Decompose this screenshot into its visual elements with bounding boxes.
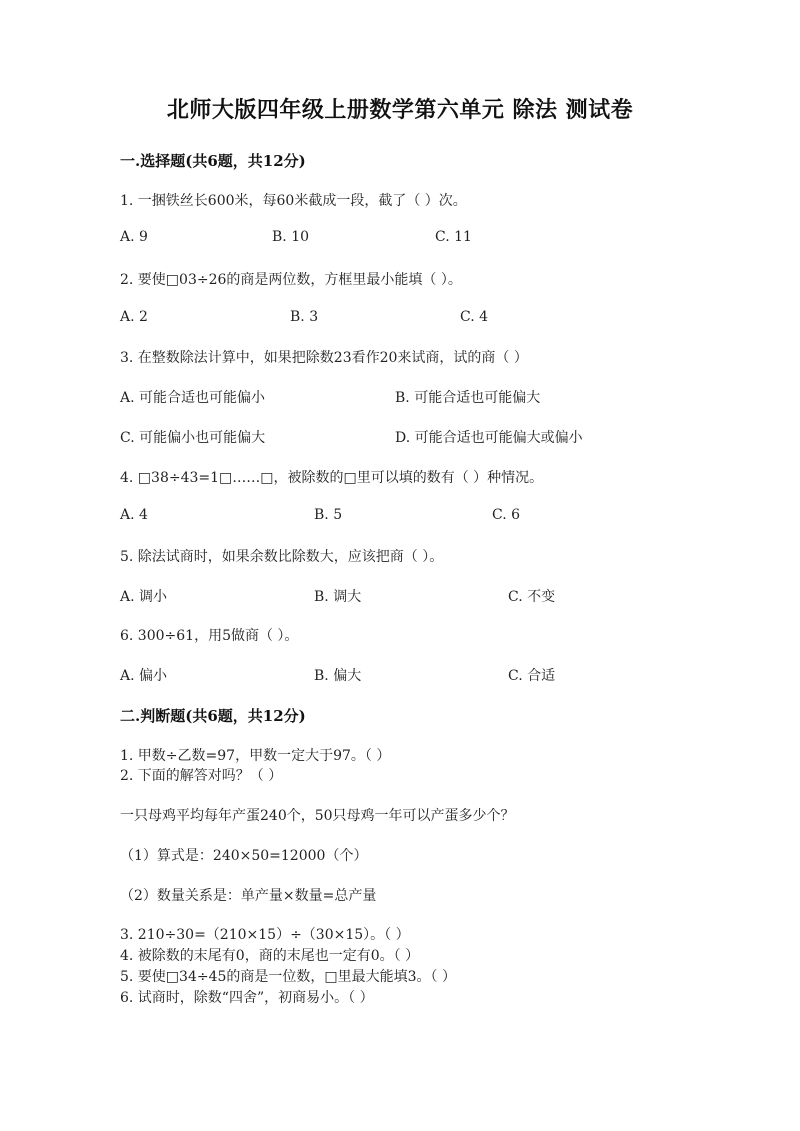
question-1: 1. 一捆铁丝长600米，每60米截成一段，截了（ ）次。 — [120, 193, 467, 209]
judgement-2-part-1: （1）算式是：240×50=12000（个） — [120, 848, 368, 864]
section-heading-judgement: 二.判断题(共6题，共12分) — [120, 707, 306, 725]
option-b: B. 调大 — [314, 589, 362, 605]
option-a: A. 2 — [120, 309, 148, 325]
judgement-2-problem: 一只母鸡平均每年产蛋240个，50只母鸡一年可以产蛋多少个？ — [120, 808, 515, 824]
judgement-2-part-2: （2）数量关系是：单产量×数量=总产量 — [120, 888, 377, 904]
judgement-3: 3. 210÷30=（210×15）÷（30×15）。（ ） — [120, 927, 410, 943]
option-c: C. 不变 — [508, 589, 556, 605]
option-a: A. 偏小 — [120, 668, 168, 684]
option-b: B. 5 — [314, 507, 343, 523]
option-a: A. 调小 — [120, 589, 168, 605]
section-heading-choice: 一.选择题(共6题，共12分) — [120, 152, 306, 170]
option-c: C. 6 — [492, 507, 521, 523]
question-4: 4. □38÷43=1□……□，被除数的□里可以填的数有（ ）种情况。 — [120, 470, 544, 486]
judgement-5: 5. 要使□34÷45的商是一位数，□里最大能填3。（ ） — [120, 969, 456, 985]
question-6: 6. 300÷61，用5做商（ ）。 — [120, 628, 299, 644]
option-b: B. 3 — [290, 309, 319, 325]
question-3: 3. 在整数除法计算中，如果把除数23看作20来试商，试的商（ ） — [120, 350, 528, 366]
option-c: C. 合适 — [508, 668, 556, 684]
option-a: A. 可能合适也可能偏小 — [120, 390, 266, 406]
option-a: A. 4 — [120, 507, 148, 523]
judgement-2: 2. 下面的解答对吗？（ ） — [120, 768, 283, 784]
option-c: C. 11 — [435, 229, 472, 245]
option-d: D. 可能合适也可能偏大或偏小 — [395, 430, 583, 446]
judgement-4: 4. 被除数的末尾有0，商的末尾也一定有0。（ ） — [120, 948, 420, 964]
option-b: B. 可能合适也可能偏大 — [395, 390, 541, 406]
page-title: 北师大版四年级上册数学第六单元 除法 测试卷 — [166, 97, 634, 123]
option-c: C. 可能偏小也可能偏大 — [120, 430, 266, 446]
judgement-6: 6. 试商时，除数“四舍”，初商易小。（ ） — [120, 990, 374, 1006]
option-c: C. 4 — [460, 309, 489, 325]
option-a: A. 9 — [120, 229, 148, 245]
option-b: B. 10 — [272, 229, 310, 245]
question-5: 5. 除法试商时，如果余数比除数大，应该把商（ ）。 — [120, 549, 444, 565]
question-2: 2. 要使□03÷26的商是两位数，方框里最小能填（ ）。 — [120, 272, 462, 288]
judgement-1: 1. 甲数÷乙数=97，甲数一定大于97。（ ） — [120, 748, 391, 764]
option-b: B. 偏大 — [314, 668, 362, 684]
